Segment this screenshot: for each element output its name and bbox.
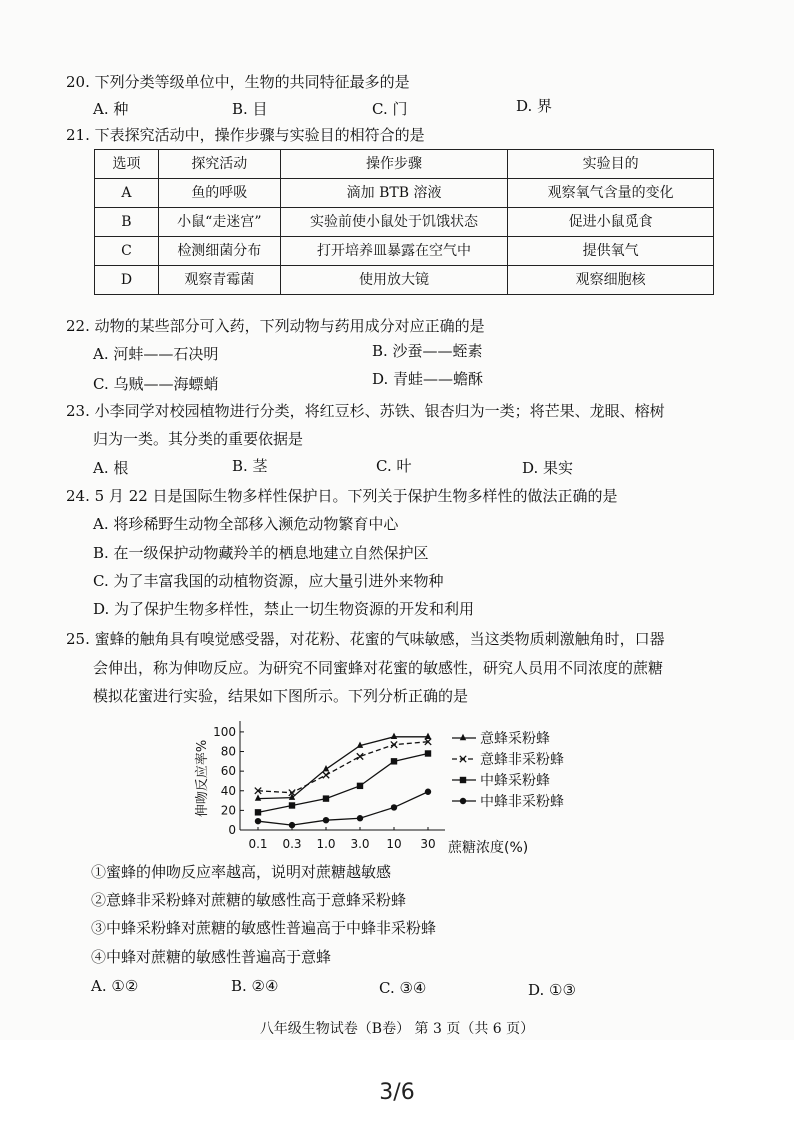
legend-label: 中蜂非采粉蜂 xyxy=(480,794,564,810)
q25-statement-2: ②意蜂非采粉蜂对蔗糖的敏感性高于意蜂采粉蜂 xyxy=(91,891,407,909)
y-tick-label: 20 xyxy=(220,803,236,818)
table-cell: A xyxy=(95,179,159,208)
q21-table xyxy=(94,149,714,295)
table-row xyxy=(95,237,714,266)
data-point xyxy=(357,815,363,821)
data-point xyxy=(425,789,431,795)
q22-option-d: D. 青蛙——蟾酥 xyxy=(372,370,484,388)
table-cell: 检测细菌分布 xyxy=(158,237,280,266)
q24-stem: 24. 5 月 22 日是国际生物多样性保护日。下列关于保护生物多样性的做法正确的是 xyxy=(66,487,618,505)
table-cell: 促进小鼠觅食 xyxy=(508,208,714,237)
y-tick-label: 40 xyxy=(220,783,236,798)
q24-option-a: A. 将珍稀野生动物全部移入濒危动物繁育中心 xyxy=(93,515,399,533)
y-tick-label: 0 xyxy=(228,823,236,837)
data-point xyxy=(323,772,329,778)
data-point xyxy=(323,817,329,823)
table-header-row xyxy=(95,150,714,179)
table-cell: 小鼠“走迷宫” xyxy=(158,208,280,237)
legend-label: 意蜂采粉蜂 xyxy=(480,731,550,747)
series-line xyxy=(258,792,428,825)
y-tick-label: 60 xyxy=(220,764,236,779)
table-cell: 观察青霉菌 xyxy=(158,266,280,295)
data-point xyxy=(391,804,397,810)
q24-option-c: C. 为了丰富我国的动植物资源，应大量引进外来物种 xyxy=(93,572,444,590)
data-point xyxy=(289,802,295,808)
table-row xyxy=(95,266,714,295)
x-tick-label: 0.3 xyxy=(282,837,302,851)
data-point xyxy=(425,750,431,756)
q25-stem-line-2: 会伸出，称为伸吻反应。为研究不同蜜蜂对花蜜的敏感性，研究人员用不同浓度的蔗糖 xyxy=(93,659,664,677)
q24-option-d: D. 为了保护生物多样性，禁止一切生物资源的开发和利用 xyxy=(93,600,475,618)
table-cell: C xyxy=(95,237,159,266)
page-footer: 八年级生物试卷（B卷） 第 3 页（共 6 页） xyxy=(259,1021,535,1037)
q20-option-a: A. 种 xyxy=(93,100,129,118)
q23-stem-line-2: 归为一类。其分类的重要依据是 xyxy=(93,430,304,448)
q25-stem-line-1: 25. 蜜蜂的触角具有嗅觉感受器，对花粉、花蜜的气味敏感，当这类物质刺激触角时，口器 xyxy=(66,630,665,648)
q25-option-d: D. ①③ xyxy=(528,981,576,999)
table-header: 探究活动 xyxy=(158,150,280,179)
table-cell: 滴加 BTB 溶液 xyxy=(280,179,508,208)
y-tick-label: 80 xyxy=(220,744,236,759)
q25-statement-3: ③中蜂采粉蜂对蔗糖的敏感性普遍高于中蜂非采粉蜂 xyxy=(91,919,437,937)
table-row xyxy=(95,179,714,208)
table-cell: 使用放大镜 xyxy=(280,266,508,295)
y-axis-label: 伸吻反应率% xyxy=(195,739,210,818)
table-header: 操作步骤 xyxy=(280,150,508,179)
q22-option-c: C. 乌贼——海螵蛸 xyxy=(93,375,219,393)
x-tick-label: 10 xyxy=(386,837,402,851)
data-point xyxy=(255,818,261,824)
data-point xyxy=(391,741,397,747)
q25-stem-line-3: 模拟花蜜进行实验，结果如下图所示。下列分析正确的是 xyxy=(93,687,469,705)
table-cell: 观察细胞核 xyxy=(508,266,714,295)
q23-option-a: A. 根 xyxy=(93,459,129,477)
data-point xyxy=(425,733,431,739)
data-point xyxy=(460,777,466,783)
table-cell: 实验前使小鼠处于饥饿状态 xyxy=(280,208,508,237)
table-cell: 观察氧气含量的变化 xyxy=(508,179,714,208)
x-tick-label: 30 xyxy=(420,837,436,851)
q25-statement-4: ④中蜂对蔗糖的敏感性普遍高于意蜂 xyxy=(91,948,332,966)
x-tick-label: 1.0 xyxy=(316,837,336,851)
data-point xyxy=(460,734,466,740)
data-point xyxy=(357,753,363,759)
series-line xyxy=(258,737,428,799)
data-point xyxy=(460,798,466,804)
data-point xyxy=(255,809,261,815)
y-tick-label: 100 xyxy=(213,724,236,739)
q23-option-c: C. 叶 xyxy=(376,457,412,475)
data-point xyxy=(323,795,329,801)
data-point xyxy=(357,783,363,789)
q21-stem: 21. 下表探究活动中，操作步骤与实验目的相符合的是 xyxy=(66,126,425,144)
table-header: 实验目的 xyxy=(508,150,714,179)
legend-label: 意蜂非采粉蜂 xyxy=(480,752,564,768)
q25-option-a: A. ①② xyxy=(91,977,139,995)
q22-stem: 22. 动物的某些部分可入药，下列动物与药用成分对应正确的是 xyxy=(66,317,485,335)
q25-statement-1: ①蜜蜂的伸吻反应率越高，说明对蔗糖越敏感 xyxy=(91,863,392,881)
data-point xyxy=(391,758,397,764)
x-tick-label: 3.0 xyxy=(350,837,370,851)
q20-stem: 20. 下列分类等级单位中，生物的共同特征最多的是 xyxy=(66,73,410,91)
table-row xyxy=(95,208,714,237)
q22-option-b: B. 沙蚕——蛭素 xyxy=(372,342,483,360)
q20-option-b: B. 目 xyxy=(232,100,268,118)
page-indicator: 3/6 xyxy=(379,1080,415,1105)
q24-option-b: B. 在一级保护动物藏羚羊的栖息地建立自然保护区 xyxy=(93,544,429,562)
table-cell: D xyxy=(95,266,159,295)
q23-option-b: B. 茎 xyxy=(232,457,268,475)
x-axis-label: 蔗糖浓度(%) xyxy=(448,840,529,856)
data-point xyxy=(289,822,295,828)
series-line xyxy=(258,742,428,793)
q25-option-c: C. ③④ xyxy=(379,979,427,997)
q20-option-c: C. 门 xyxy=(372,100,408,118)
table-cell: B xyxy=(95,208,159,237)
q25-line-chart xyxy=(190,712,610,864)
q25-option-b: B. ②④ xyxy=(231,977,279,995)
table-cell: 打开培养皿暴露在空气中 xyxy=(280,237,508,266)
table-cell: 鱼的呼吸 xyxy=(158,179,280,208)
legend-label: 中蜂采粉蜂 xyxy=(480,773,550,789)
table-header: 选项 xyxy=(95,150,159,179)
q23-stem-line-1: 23. 小李同学对校园植物进行分类，将红豆杉、苏铁、银杏归为一类；将芒果、龙眼、榕树 xyxy=(66,402,665,420)
q22-option-a: A. 河蚌——石决明 xyxy=(93,345,219,363)
data-point xyxy=(255,794,261,800)
x-tick-label: 0.1 xyxy=(248,837,268,851)
table-cell: 提供氧气 xyxy=(508,237,714,266)
q23-option-d: D. 果实 xyxy=(522,459,574,477)
q20-option-d: D. 界 xyxy=(516,97,553,115)
data-point xyxy=(391,733,397,739)
